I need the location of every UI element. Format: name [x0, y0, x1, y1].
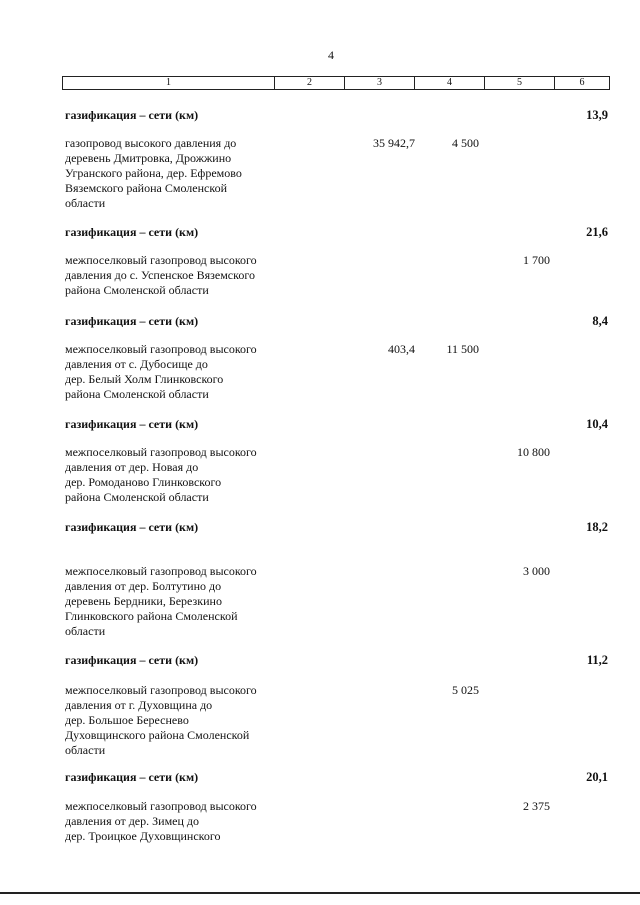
section-heading: газификация – сети (км)	[65, 417, 199, 431]
value-col-3: 403,4	[388, 342, 415, 356]
description-line: давления от дер. Новая до	[65, 460, 199, 474]
table-header	[62, 76, 610, 90]
header-col-1: 1	[63, 77, 275, 89]
description-line: области	[65, 196, 106, 210]
description-line: дер. Троицкое Духовщинского	[65, 829, 221, 843]
section-heading: газификация – сети (км)	[65, 225, 199, 239]
section-description	[65, 564, 305, 639]
section-description	[65, 253, 305, 298]
section-total: 10,4	[586, 417, 608, 431]
description-line: давления от дер. Зимец до	[65, 814, 200, 828]
section-heading: газификация – сети (км)	[65, 314, 199, 328]
description-line: деревень Бердники, Березкино	[65, 594, 222, 608]
section-heading: газификация – сети (км)	[65, 653, 199, 667]
description-line: межпоселковый газопровод высокого	[65, 342, 257, 356]
header-col-5: 5	[485, 77, 555, 89]
section-total: 21,6	[586, 225, 608, 239]
value-col-4: 5 025	[452, 683, 479, 697]
section-heading: газификация – сети (км)	[65, 520, 199, 534]
section-total: 20,1	[586, 770, 608, 784]
value-col-5: 3 000	[523, 564, 550, 578]
header-col-4: 4	[415, 77, 485, 89]
description-line: Духовщинского района Смоленской	[65, 728, 250, 742]
section-description	[65, 342, 305, 402]
section-description	[65, 445, 305, 505]
section-description	[65, 136, 305, 211]
value-col-5: 10 800	[517, 445, 550, 459]
footer-rule	[0, 892, 640, 894]
description-line: газопровод высокого давления до	[65, 136, 237, 150]
value-col-5: 2 375	[523, 799, 550, 813]
section-total: 13,9	[586, 108, 608, 122]
description-line: дер. Ромоданово Глинковского	[65, 475, 222, 489]
description-line: района Смоленской области	[65, 490, 209, 504]
description-line: области	[65, 624, 106, 638]
description-line: Угранского района, дер. Ефремово	[65, 166, 242, 180]
description-line: района Смоленской области	[65, 387, 209, 401]
header-col-3: 3	[345, 77, 415, 89]
description-line: Глинковского района Смоленской	[65, 609, 238, 623]
description-line: района Смоленской области	[65, 283, 209, 297]
header-col-6: 6	[579, 77, 585, 88]
description-line: давления от г. Духовщина до	[65, 698, 213, 712]
section-heading: газификация – сети (км)	[65, 770, 199, 784]
section-total: 8,4	[592, 314, 608, 328]
page-number: 4	[328, 48, 334, 62]
description-line: области	[65, 743, 106, 757]
value-col-4: 4 500	[452, 136, 479, 150]
section-heading: газификация – сети (км)	[65, 108, 199, 122]
value-col-4: 11 500	[446, 342, 479, 356]
value-col-3: 35 942,7	[373, 136, 415, 150]
description-line: давления от дер. Болтутино до	[65, 579, 222, 593]
header-col-2: 2	[275, 77, 345, 89]
description-line: Вяземского района Смоленской	[65, 181, 227, 195]
description-line: межпоселковый газопровод высокого	[65, 253, 257, 267]
description-line: межпоселковый газопровод высокого	[65, 799, 257, 813]
section-total: 11,2	[586, 653, 608, 667]
description-line: межпоселковый газопровод высокого	[65, 445, 257, 459]
description-line: давления до с. Успенское Вяземского	[65, 268, 255, 282]
description-line: межпоселковый газопровод высокого	[65, 564, 257, 578]
section-description	[65, 799, 305, 844]
description-line: деревень Дмитровка, Дрожжино	[65, 151, 232, 165]
section-description	[65, 683, 305, 758]
value-col-5: 1 700	[523, 253, 550, 267]
description-line: межпоселковый газопровод высокого	[65, 683, 257, 697]
description-line: давления от с. Дубосище до	[65, 357, 208, 371]
section-total: 18,2	[586, 520, 608, 534]
description-line: дер. Большое Береснево	[65, 713, 189, 727]
description-line: дер. Белый Холм Глинковского	[65, 372, 224, 386]
